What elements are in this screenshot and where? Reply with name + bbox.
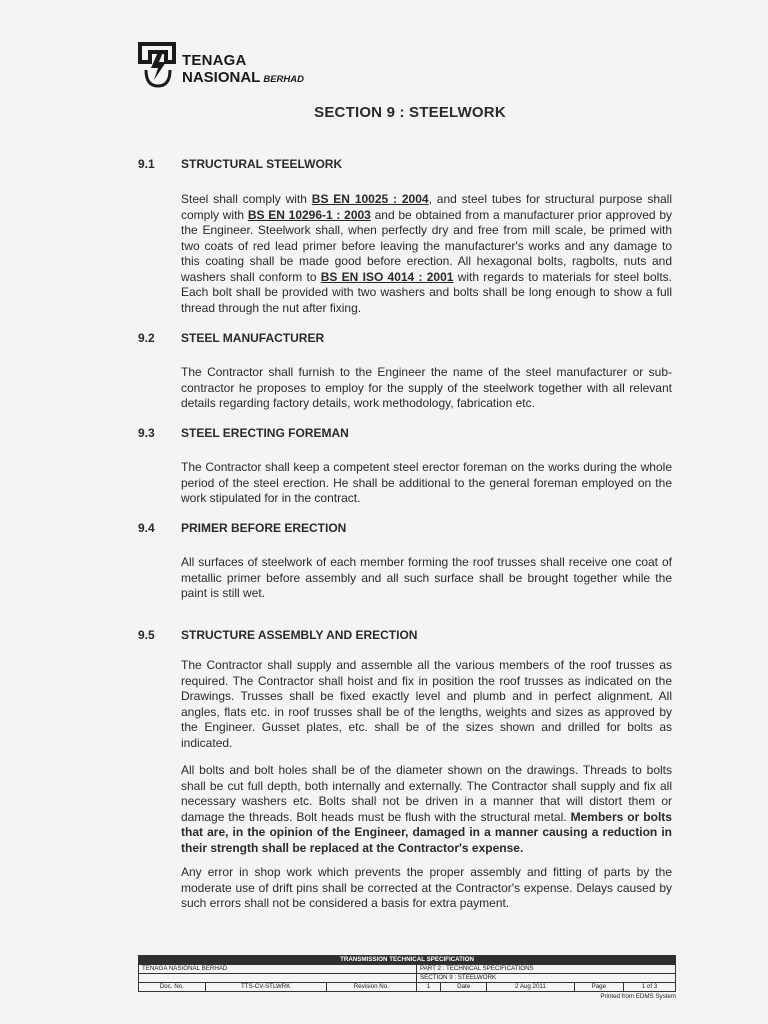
section-heading: STEEL ERECTING FOREMAN [181, 426, 349, 440]
page-title: SECTION 9 : STEELWORK [314, 104, 506, 121]
page-label: Page [574, 983, 623, 992]
document-footer [138, 955, 676, 1000]
section-paragraph: All surfaces of steelwork of each member forming the roof trusses shall receive one coat of metallic primer before assembly and all such surface shall be brought together while the paint is still wet. [181, 555, 672, 600]
doc-no-label: Doc. No. [139, 983, 206, 992]
footer-company: TENAGA NASIONAL BERHAD [139, 965, 417, 974]
section-paragraph: The Contractor shall keep a competent steel erector foreman on the works during the whole period of the steel erection. He shall be additional to the general foreman employed on the work stipulated for in the contract. [181, 460, 672, 505]
section-paragraph: Steel shall comply with BS EN 10025 : 2004, and steel tubes for structural purpose shall comply with BS EN 10296-1 : 2003 and be obtained from a manufacturer prior approved by the Engineer. Steelwork shall, when perfectly dry and free from mill scale, be primed with two coats of red lead primer before leaving the manufacturer's works and any damage to this coating shall be made good before erection. All hexagonal bolts, ragbolts, nuts and washers shall conform to BS EN ISO 4014 : 2001 with regards to materials for steel bolts. Each bolt shall be provided with two washers and bolts shall be long enough to show a full thread through the nut after fixing. [181, 192, 672, 315]
standard-reference: BS EN 10296-1 : 2003 [247, 207, 371, 222]
section-number: 9.5 [138, 628, 155, 642]
section-number: 9.2 [138, 331, 155, 345]
section-paragraph: The Contractor shall furnish to the Engineer the name of the steel manufacturer or sub-contractor he proposes to employ for the supply of the steelwork together with all relevant details regarding factory details, work methodology, fabrication etc. [181, 365, 672, 410]
printed-from-note: Printed from EDMS System [600, 993, 676, 1000]
footer-section: SECTION 9 : STEELWORK [416, 974, 675, 983]
date-value: 2 Aug 2011 [487, 983, 574, 992]
revision-label: Revision No. [326, 983, 416, 992]
page-value: 1 of 3 [624, 983, 676, 992]
section-number: 9.3 [138, 426, 155, 440]
tnb-logo-icon [136, 40, 180, 92]
standard-reference: BS EN 10025 : 2004 [311, 192, 429, 206]
section-number: 9.1 [138, 157, 155, 171]
standard-reference: BS EN ISO 4014 : 2001 [320, 269, 454, 284]
section-paragraph: The Contractor shall supply and assemble all the various members of the roof trusses as required. The Contractor shall hoist and fix in position the roof trusses as indicated on the Drawings. Trusses shall be fixed exactly level and plumb and in perfect alignment. All angles, flats etc. in roof trusses shall be of the lengths, weights and sizes as approved by the Engineer. Gusset plates, etc. shall be of the sizes shown and drilled for bolts as indicated. [181, 658, 672, 750]
footer-band: TRANSMISSION TECHNICAL SPECIFICATION [139, 956, 676, 965]
section-number: 9.4 [138, 521, 155, 535]
section-heading: PRIMER BEFORE ERECTION [181, 521, 347, 535]
section-paragraph: All bolts and bolt holes shall be of the diameter shown on the drawings. Threads to bolts shall be cut full depth, both internally and externally. The Contractor shall supply and fix all necessary washers etc. Bolts shall not be driven in a manner that will distort them or damage the threads. Bolt heads must be flush with the structural metal. Members or bolts that are, in the opinion of the Engineer, damaged in a manner causing a reduction in their strength shall be replaced at the Contractor's expense. [181, 763, 672, 855]
revision-value: 1 [416, 983, 440, 992]
section-heading: STRUCTURAL STEELWORK [181, 157, 343, 171]
date-label: Date [441, 983, 487, 992]
company-logo [136, 40, 312, 92]
logo-line-2-main: NASIONAL [182, 69, 261, 86]
section-heading: STRUCTURE ASSEMBLY AND ERECTION [181, 628, 418, 642]
bold-clause: Members or bolts that are, in the opinion of the Engineer, damaged in a manner causing a reduction in their strength shall be replaced at the Contractor's expense. [181, 809, 672, 855]
doc-no-value: TTS-CV-STLWRK [205, 983, 326, 992]
footer-part: PART 2 : TECHNICAL SPECIFICATIONS [416, 965, 675, 974]
section-heading: STEEL MANUFACTURER [181, 331, 325, 345]
logo-line-2 [182, 69, 304, 86]
logo-line-1: TENAGA [182, 52, 247, 69]
section-paragraph: Any error in shop work which prevents the proper assembly and fitting of parts by the moderate use of drift pins shall be corrected at the Contractor's expense. Delays caused by such errors shall not be considered a basis for extra payment. [181, 865, 672, 910]
logo-line-2-small: BERHAD [263, 74, 304, 85]
